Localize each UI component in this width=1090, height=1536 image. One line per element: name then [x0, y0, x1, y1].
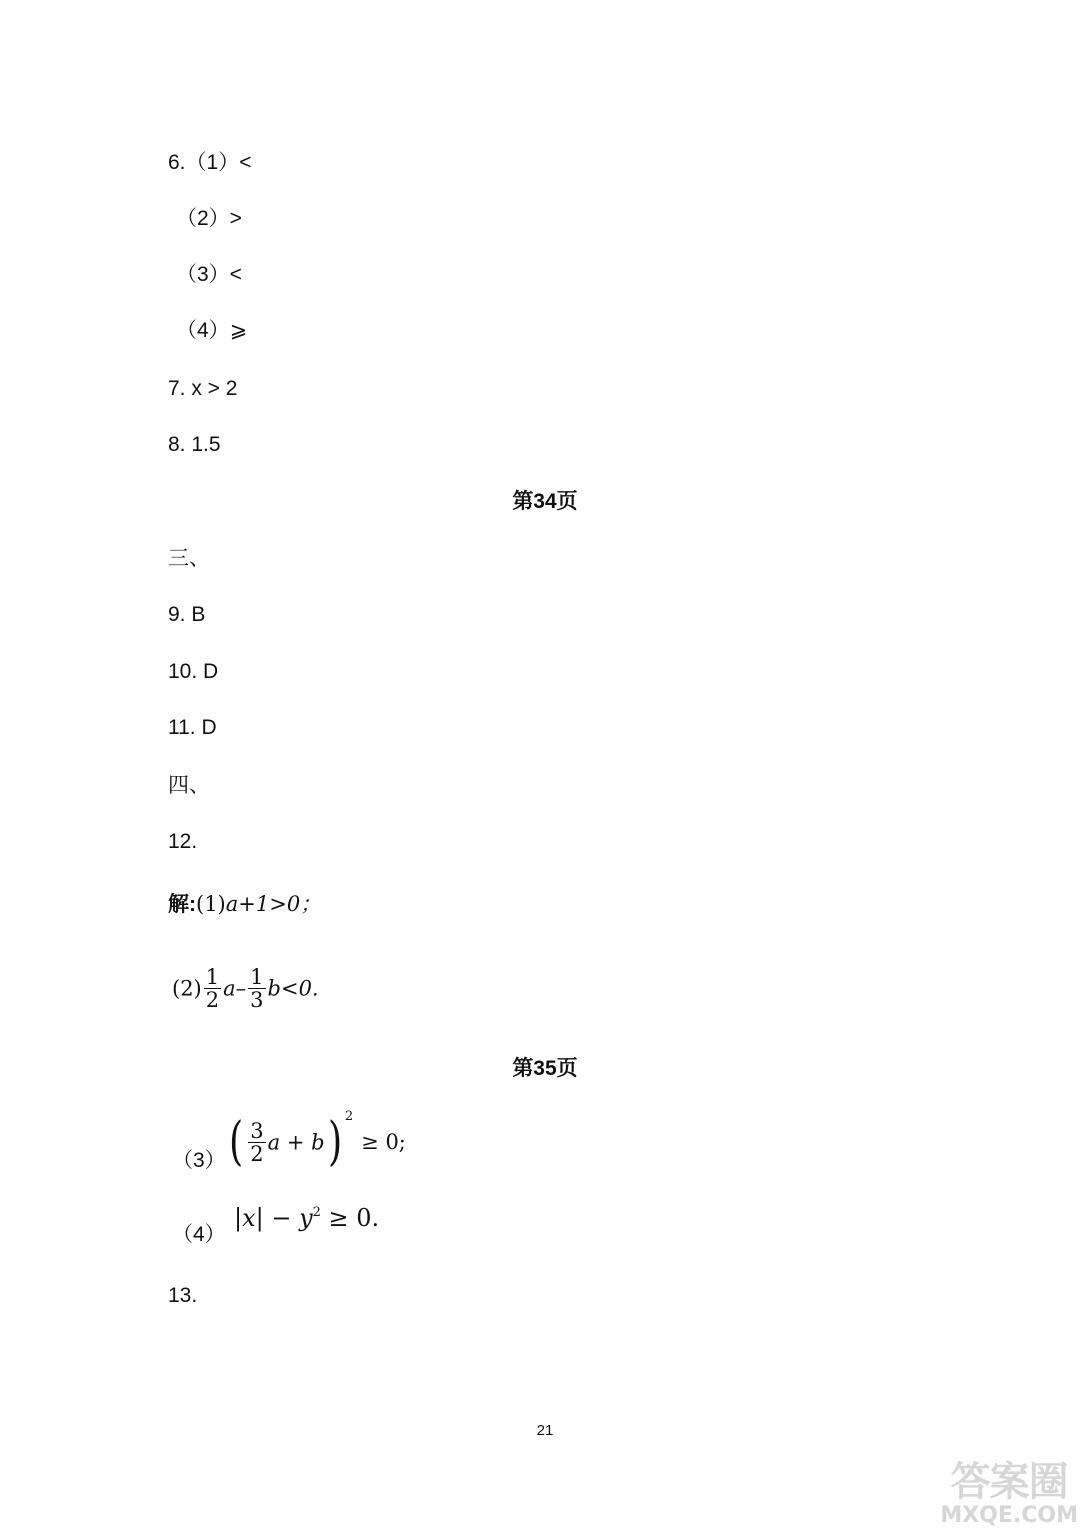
solution-12-2 [172, 966, 319, 1011]
solution-3-tail: ≥ 0; [361, 1130, 406, 1155]
fraction-numerator: 1 [250, 965, 264, 989]
answer-7: 7. x > 2 [168, 377, 238, 400]
fraction-one-half [204, 966, 221, 1011]
watermark-site: MXQE.COM [940, 1503, 1078, 1528]
fraction-denominator: 3 [250, 988, 264, 1012]
answer-6-3: （3）< [176, 263, 242, 286]
answer-6-1: 6.（1）< [168, 151, 252, 174]
fraction-denominator: 2 [250, 1141, 264, 1166]
answer-10: 10. D [168, 660, 219, 683]
answer-6-4: （4）⩾ [176, 319, 248, 342]
page-number: 21 [536, 1422, 554, 1439]
solution-2-label: (2) [172, 976, 202, 1001]
page-heading-34: 第34页 [512, 490, 578, 513]
question-12-label: 12. [168, 830, 198, 853]
watermark-logo-text: 答案圈 [950, 1459, 1068, 1505]
solution-3-inner: a + b [267, 1130, 325, 1155]
solution-12-3-expression [226, 1104, 406, 1173]
fraction-one-third [248, 966, 265, 1011]
solution-prefix: 解: [168, 893, 196, 916]
solution-4-exponent: 2 [312, 1205, 321, 1220]
left-paren: ( [229, 1112, 244, 1173]
answer-9: 9. B [168, 603, 206, 626]
fraction-numerator: 3 [250, 1118, 264, 1143]
solution-12-3-label: （3） [172, 1149, 226, 1172]
watermark-logo [940, 1460, 1078, 1528]
solution-12-1 [168, 891, 321, 918]
right-paren: ) [327, 1112, 342, 1173]
answer-6-2: （2）> [176, 207, 242, 230]
part-four-label: 四、 [168, 774, 210, 797]
solution-2-tail: b<0. [267, 976, 319, 1001]
answer-8: 8. 1.5 [168, 433, 221, 456]
solution-12-4-expression [234, 1200, 379, 1232]
solution-2-var-a: a– [223, 976, 247, 1001]
solution-1-label: (1) [196, 892, 226, 916]
solution-4-expression: |x| − y [234, 1204, 313, 1232]
part-three-label: 三、 [168, 547, 210, 570]
solution-4-tail: ≥ 0. [320, 1204, 380, 1232]
solution-1-expression: a+1>0； [225, 892, 322, 916]
fraction-three-halves [248, 1120, 265, 1165]
solution-12-4-label: （4） [172, 1223, 226, 1246]
solution-3-exponent: 2 [344, 1109, 354, 1124]
fraction-denominator: 2 [205, 988, 220, 1012]
question-13-label: 13. [168, 1284, 198, 1307]
fraction-numerator: 1 [205, 965, 220, 989]
page-heading-35: 第35页 [512, 1057, 578, 1080]
answer-11: 11. D [168, 716, 217, 739]
